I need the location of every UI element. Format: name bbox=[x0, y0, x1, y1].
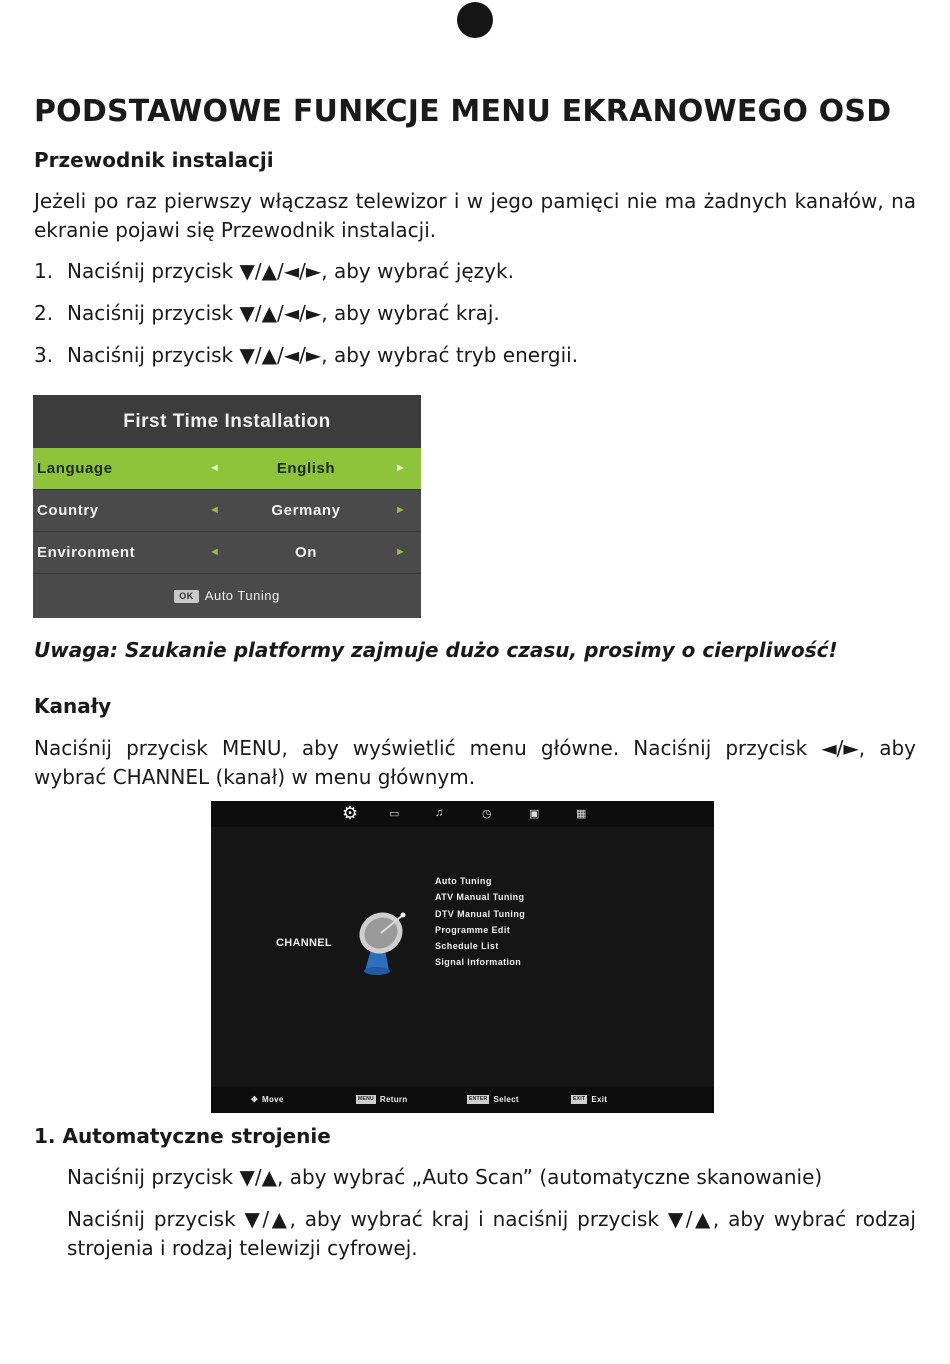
auto-tuning-footer[interactable] bbox=[33, 574, 421, 618]
warning-note: Uwaga: Szukanie platformy zajmuje dużo czasu, prosimy o cierpliwość! bbox=[34, 638, 838, 662]
menu-item-dtv-manual-tuning[interactable]: DTV Manual Tuning bbox=[435, 908, 526, 919]
move-hint bbox=[251, 1095, 284, 1104]
list-number: 2. bbox=[34, 301, 54, 325]
return-label: Return bbox=[379, 1095, 408, 1104]
left-arrow-icon[interactable]: ◄ bbox=[209, 462, 220, 474]
left-arrow-icon[interactable]: ◄ bbox=[209, 504, 220, 516]
language-value: English bbox=[276, 460, 336, 477]
language-row[interactable] bbox=[33, 448, 421, 490]
move-label: Move bbox=[262, 1095, 284, 1104]
first-time-installation-panel bbox=[33, 395, 421, 618]
country-row[interactable] bbox=[33, 490, 421, 532]
menu-item-signal-information[interactable]: Signal Information bbox=[435, 957, 522, 968]
list-item bbox=[34, 343, 578, 367]
time-clock-icon[interactable]: ◷ bbox=[482, 808, 492, 820]
tv-channel-menu bbox=[211, 801, 714, 1113]
exit-key-icon: EXIT bbox=[573, 1096, 586, 1103]
right-arrow-icon[interactable]: ► bbox=[395, 462, 406, 474]
list-text: Naciśnij przycisk ▼/▲/◄/►, aby wybrać kraj. bbox=[67, 301, 500, 325]
section-title-installation-guide: Przewodnik instalacji bbox=[34, 148, 274, 172]
page-marker-dot bbox=[457, 2, 493, 38]
select-hint bbox=[467, 1095, 519, 1104]
satellite-dish-icon bbox=[351, 909, 421, 979]
right-arrow-icon[interactable]: ► bbox=[395, 504, 406, 516]
auto-tuning-paragraph-2: Naciśnij przycisk ▼/▲, aby wybrać kraj i naciśnij przycisk ▼/▲, aby wybrać rodzaj strojenia i rodzaj telewizji cyfrowej. bbox=[67, 1207, 916, 1260]
enter-key-icon: ENTER bbox=[469, 1096, 488, 1103]
country-value: Germany bbox=[271, 502, 341, 519]
environment-value: On bbox=[294, 544, 318, 561]
sound-note-icon[interactable]: ♫ bbox=[435, 807, 444, 819]
auto-tuning-paragraph-1: Naciśnij przycisk ▼/▲, aby wybrać „Auto Scan” (automatyczne skanowanie) bbox=[67, 1165, 823, 1189]
list-item bbox=[34, 301, 500, 325]
page-heading: PODSTAWOWE FUNKCJE MENU EKRANOWEGO OSD bbox=[34, 94, 892, 129]
right-arrow-icon[interactable]: ► bbox=[395, 546, 406, 558]
exit-hint bbox=[571, 1095, 607, 1104]
menu-item-schedule-list[interactable]: Schedule List bbox=[435, 941, 499, 952]
installation-intro-paragraph: Jeżeli po raz pierwszy włączasz telewizor i w jego pamięci nie ma żadnych kanałów, na ekranie pojawi się Przewodnik instalacji. bbox=[34, 189, 916, 242]
picture-monitor-icon[interactable]: ▭ bbox=[389, 808, 400, 820]
left-arrow-icon[interactable]: ◄ bbox=[209, 546, 220, 558]
ok-key-icon: OK bbox=[174, 590, 199, 603]
menu-hint-bar bbox=[211, 1087, 714, 1113]
section-title-auto-tuning: 1. Automatyczne strojenie bbox=[34, 1124, 331, 1148]
return-hint bbox=[356, 1095, 408, 1104]
auto-tuning-label: Auto Tuning bbox=[204, 588, 280, 603]
menu-item-atv-manual-tuning[interactable]: ATV Manual Tuning bbox=[435, 892, 525, 903]
current-menu-label: CHANNEL bbox=[276, 937, 332, 949]
move-arrows-icon: ✥ bbox=[251, 1095, 259, 1104]
lock-icon[interactable]: ▣ bbox=[529, 808, 540, 820]
menu-key-icon: MENU bbox=[358, 1096, 374, 1103]
select-label: Select bbox=[493, 1095, 519, 1104]
channel-submenu-list bbox=[435, 873, 525, 971]
channels-intro-paragraph: Naciśnij przycisk MENU, aby wyświetlić menu główne. Naciśnij przycisk ◄/►, aby wybrać CHANNEL (kanał) w menu głównym. bbox=[34, 736, 916, 789]
country-label: Country bbox=[37, 502, 99, 519]
exit-label: Exit bbox=[591, 1095, 608, 1104]
menu-item-programme-edit[interactable]: Programme Edit bbox=[435, 924, 511, 935]
section-title-channels: Kanały bbox=[34, 694, 112, 718]
list-number: 3. bbox=[34, 343, 54, 367]
menu-item-auto-tuning[interactable]: Auto Tuning bbox=[435, 876, 492, 886]
environment-label: Environment bbox=[37, 544, 136, 561]
list-text: Naciśnij przycisk ▼/▲/◄/►, aby wybrać tryb energii. bbox=[67, 343, 579, 367]
setup-grid-icon[interactable]: ▦ bbox=[576, 808, 587, 820]
environment-row[interactable] bbox=[33, 532, 421, 574]
channel-gear-icon[interactable]: ⚙ bbox=[342, 803, 359, 823]
list-item bbox=[34, 259, 514, 283]
menu-tab-bar bbox=[211, 801, 714, 827]
installation-panel-title: First Time Installation bbox=[33, 395, 421, 448]
list-number: 1. bbox=[34, 259, 54, 283]
language-label: Language bbox=[37, 460, 113, 477]
list-text: Naciśnij przycisk ▼/▲/◄/►, aby wybrać język. bbox=[67, 259, 514, 283]
